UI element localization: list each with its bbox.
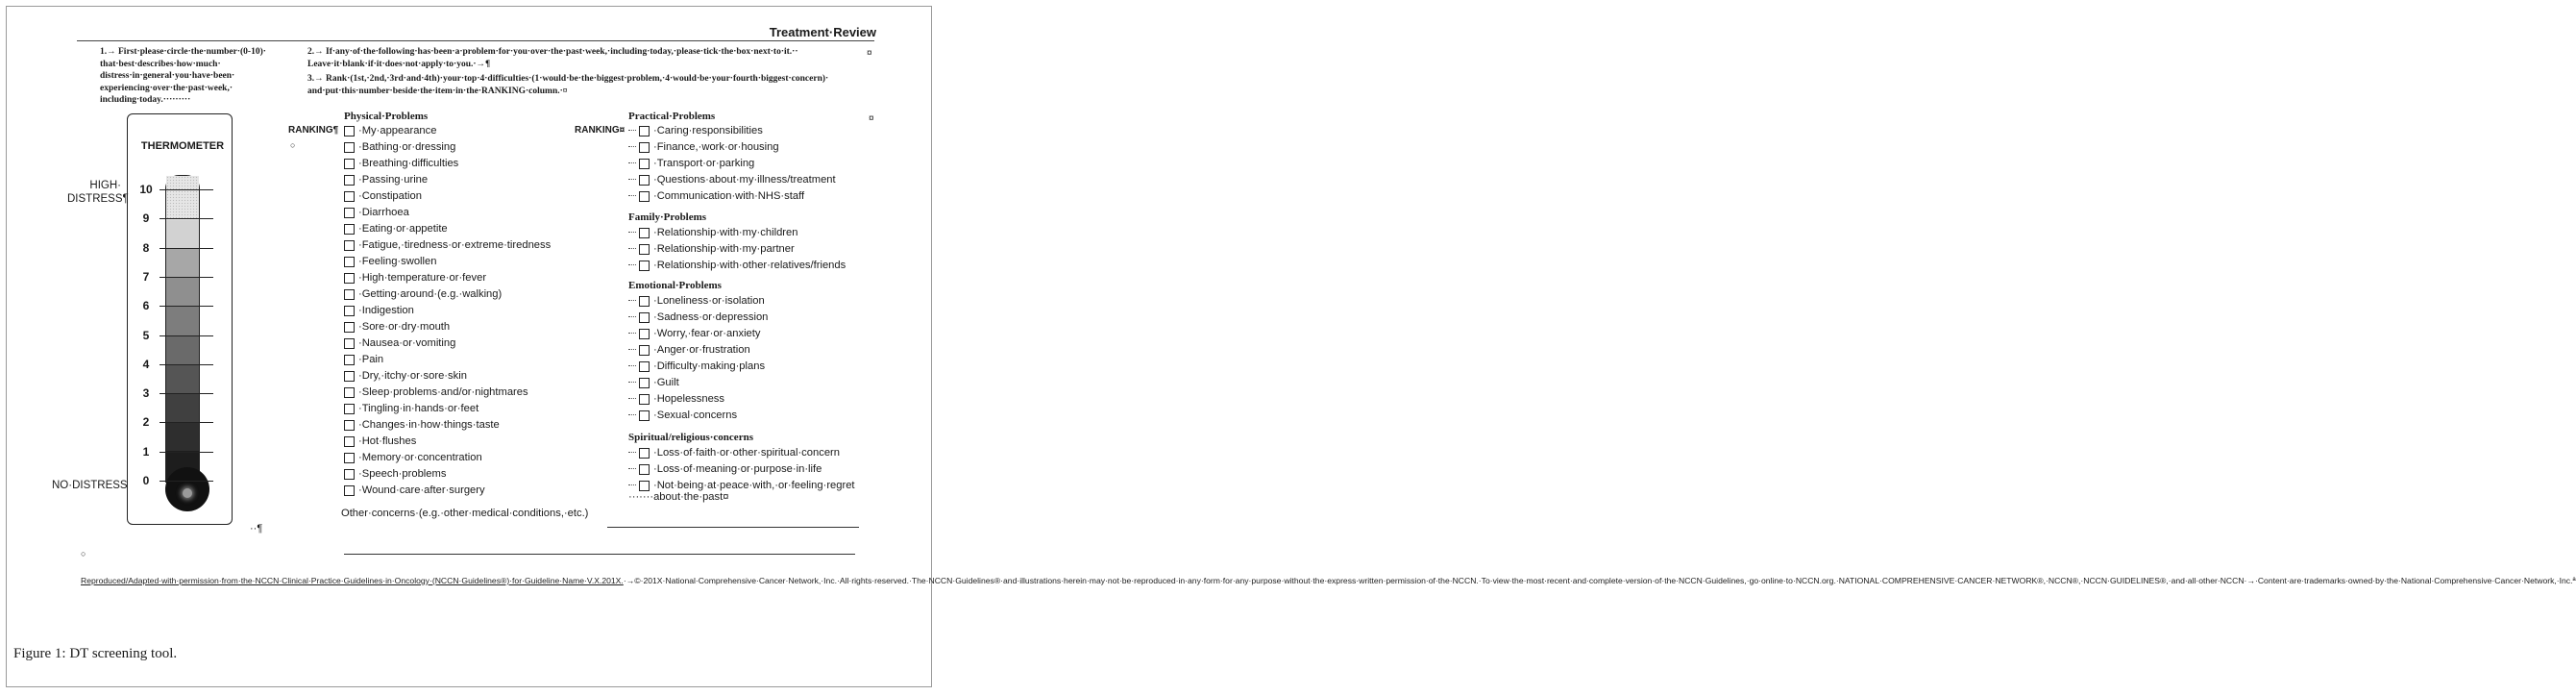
- problem-checkbox[interactable]: [639, 244, 650, 255]
- problem-label: ·Relationship·with·my·children: [653, 227, 798, 238]
- thermometer-scale-4[interactable]: 4: [142, 357, 150, 371]
- problem-checkbox[interactable]: [344, 371, 355, 382]
- problem-item: [344, 368, 551, 385]
- problem-checkbox[interactable]: [639, 191, 650, 202]
- thermometer-scale-0[interactable]: 0: [142, 474, 150, 487]
- problem-label: ·Wound·care·after·surgery: [358, 484, 485, 496]
- problem-label: ·Guilt: [653, 377, 679, 388]
- problem-item: [628, 375, 768, 391]
- thermometer-tick: [159, 422, 213, 423]
- problem-item: [344, 139, 551, 156]
- ranking-blank[interactable]: [628, 365, 636, 366]
- figure-caption-text: DT screening tool.: [65, 646, 178, 661]
- tube-segment-2: [166, 422, 199, 451]
- emotional-problems-list: [628, 293, 768, 424]
- ranking-blank[interactable]: [628, 162, 636, 163]
- problem-checkbox[interactable]: [344, 175, 355, 186]
- problem-checkbox[interactable]: [639, 126, 650, 137]
- problem-label: ·Changes·in·how·things·taste: [358, 419, 500, 431]
- ranking-blank[interactable]: [628, 130, 636, 131]
- problem-checkbox[interactable]: [639, 296, 650, 307]
- tube-segment-5: [166, 335, 199, 364]
- problem-checkbox[interactable]: [344, 273, 355, 284]
- thermometer-bulb-highlight: [183, 488, 192, 498]
- problem-checkbox[interactable]: [344, 240, 355, 251]
- problem-checkbox[interactable]: [344, 306, 355, 316]
- ranking-blank[interactable]: [628, 232, 636, 233]
- spiritual-concerns-heading: Spiritual/religious·concerns: [628, 432, 753, 443]
- ranking-blank[interactable]: [628, 300, 636, 301]
- problem-label: ·Sadness·or·depression: [653, 311, 769, 323]
- problem-checkbox[interactable]: [639, 142, 650, 153]
- problem-checkbox[interactable]: [344, 355, 355, 365]
- problem-label: ·Sleep·problems·and/or·nightmares: [358, 386, 528, 398]
- ranking-label-right: RANKING¤: [575, 125, 626, 136]
- ranking-blank[interactable]: [628, 316, 636, 317]
- problem-item: [344, 352, 551, 368]
- cell-mark-top: ¤: [867, 48, 872, 59]
- instruction-1: 1.→ First·please·circle·the·number·(0-10)· that·best·describes·how·much· distress·in·general·you·have·been· experiencing·over·the·past·week,· including·today.·········: [100, 47, 266, 105]
- ranking-blank[interactable]: [628, 398, 636, 399]
- problem-item: [344, 254, 551, 270]
- problem-item: [344, 123, 551, 139]
- ranking-cell-mark: ○: [290, 140, 296, 150]
- problem-item: [628, 293, 768, 310]
- problem-checkbox[interactable]: [639, 394, 650, 405]
- problem-label: ·Passing·urine: [358, 174, 429, 186]
- problem-item: [628, 445, 855, 461]
- problem-checkbox[interactable]: [344, 159, 355, 169]
- problem-item: [344, 401, 551, 417]
- problem-label: ·Hopelessness: [653, 393, 724, 405]
- problem-item: [344, 434, 551, 450]
- high-distress-label: HIGH· DISTRESS¶: [67, 180, 129, 205]
- thermometer-scale-3[interactable]: 3: [142, 386, 150, 401]
- thermometer-title: THERMOMETER: [140, 140, 225, 152]
- problem-label: ·Getting·around·(e.g.·walking): [358, 288, 503, 300]
- problem-item: [628, 139, 836, 156]
- thermometer-tick: [159, 393, 213, 394]
- problem-item: [344, 172, 551, 188]
- problem-checkbox[interactable]: [344, 338, 355, 349]
- problem-item: [628, 326, 768, 342]
- problem-item: [628, 188, 836, 205]
- ranking-blank[interactable]: [628, 382, 636, 383]
- problem-item: [628, 123, 836, 139]
- problem-checkbox[interactable]: [639, 378, 650, 388]
- spiritual-concerns-list: [628, 445, 855, 494]
- problem-item: [628, 342, 768, 359]
- problem-label: ·Nausea·or·vomiting: [358, 337, 456, 349]
- practical-problems-list: [628, 123, 836, 205]
- problem-item: [344, 237, 551, 254]
- problem-label: ·Worry,·fear·or·anxiety: [653, 328, 761, 339]
- instruction-2: 2.→ If·any·of·the·following·has·been·a·problem·for·you·over·the·past·week,·including·today,·please·tick·the·box·next·to·it.·· Leave·it·blank·if·it·does·not·apply·to·you.·→¶: [307, 47, 798, 69]
- ranking-blank[interactable]: [628, 179, 636, 180]
- problem-item: [628, 310, 768, 326]
- thermometer-tick: [159, 306, 213, 307]
- problem-label: ·Loss·of·meaning·or·purpose·in·life: [653, 463, 822, 475]
- copyright-footer: [81, 575, 2576, 588]
- problem-checkbox[interactable]: [639, 159, 650, 169]
- problem-checkbox[interactable]: [344, 257, 355, 267]
- problem-checkbox[interactable]: [344, 404, 355, 414]
- problem-label: ·Relationship·with·other·relatives/friends: [653, 260, 846, 271]
- thermometer-scale-7[interactable]: 7: [142, 269, 150, 284]
- form-title: Treatment·Review: [769, 25, 876, 39]
- thermometer-tick: [159, 335, 213, 336]
- problem-checkbox[interactable]: [639, 175, 650, 186]
- problem-label: ·Breathing·difficulties: [358, 158, 459, 169]
- problem-item: [344, 156, 551, 172]
- problem-item: [628, 461, 855, 478]
- cell-mark-practical: ¤: [869, 113, 874, 124]
- problem-label: ·Feeling·swollen: [358, 256, 437, 267]
- problem-label: ·Eating·or·appetite: [358, 223, 448, 235]
- problem-label: ·Bathing·or·dressing: [358, 141, 456, 153]
- problem-checkbox[interactable]: [639, 228, 650, 238]
- problem-item: [344, 270, 551, 286]
- thermometer-tick: [159, 189, 213, 190]
- problem-item: [628, 258, 846, 274]
- problem-item: [628, 391, 768, 408]
- problem-item: [344, 417, 551, 434]
- ranking-blank[interactable]: [628, 146, 636, 147]
- problem-checkbox[interactable]: [639, 361, 650, 372]
- tube-segment-6: [166, 307, 199, 335]
- problem-checkbox[interactable]: [639, 481, 650, 491]
- problem-item: [628, 408, 768, 424]
- thermometer-scale-9[interactable]: 9: [142, 211, 150, 226]
- problem-label: ·Sexual·concerns: [653, 410, 738, 421]
- problem-checkbox[interactable]: [344, 126, 355, 137]
- problem-checkbox[interactable]: [344, 224, 355, 235]
- ranking-blank[interactable]: [628, 468, 636, 469]
- problem-item: [344, 466, 551, 483]
- other-concerns-line[interactable]: [607, 527, 859, 528]
- family-problems-heading: Family·Problems: [628, 211, 707, 223]
- problem-item: [344, 205, 551, 221]
- problem-item: [344, 188, 551, 205]
- problem-item: [628, 172, 836, 188]
- problem-label: ·Not·being·at·peace·with,·or·feeling·regret: [653, 480, 855, 491]
- ranking-blank[interactable]: [628, 333, 636, 334]
- thermometer-tick: [159, 364, 213, 365]
- problem-item: [628, 241, 846, 258]
- ranking-label-left: RANKING¶: [288, 125, 339, 136]
- thermometer-tick: [159, 218, 213, 219]
- problem-item: [344, 483, 551, 499]
- problem-checkbox[interactable]: [639, 448, 650, 459]
- practical-problems-heading: Practical·Problems: [628, 111, 716, 122]
- problem-label: ·My·appearance: [358, 125, 437, 137]
- problem-checkbox[interactable]: [639, 261, 650, 271]
- problem-label: ·Questions·about·my·illness/treatment: [653, 174, 836, 186]
- problem-label: ·Diarrhoea: [358, 207, 409, 218]
- problem-checkbox[interactable]: [639, 329, 650, 339]
- problem-item: [344, 221, 551, 237]
- problem-checkbox[interactable]: [639, 345, 650, 356]
- problem-label: ·Difficulty·making·plans: [653, 360, 766, 372]
- tube-segment-9: [166, 220, 199, 249]
- problem-checkbox[interactable]: [344, 469, 355, 480]
- problem-item: [628, 225, 846, 241]
- physical-problems-heading: Physical·Problems: [344, 111, 429, 122]
- problem-label: ·Speech·problems: [358, 468, 447, 480]
- no-distress-label: NO·DISTRESS: [52, 480, 128, 491]
- other-concerns-line-2[interactable]: [344, 554, 855, 555]
- problem-label: ·Relationship·with·my·partner: [653, 243, 795, 255]
- tube-segment-8: [166, 249, 199, 278]
- footer-attribution: Reproduced/Adapted·with·permission·from·the·NCCN·Clinical·Practice·Guidelines·in·Oncology·(NCCN·Guidelines®)·for·Guideline·Name·V.X.201X.: [81, 576, 624, 585]
- problem-checkbox[interactable]: [344, 142, 355, 153]
- problem-checkbox[interactable]: [344, 485, 355, 496]
- figure-caption: [13, 646, 177, 662]
- problem-checkbox[interactable]: [639, 410, 650, 421]
- problem-label: ·Sore·or·dry·mouth: [358, 321, 451, 333]
- problem-item: [344, 286, 551, 303]
- problem-checkbox[interactable]: [344, 191, 355, 202]
- problem-label: ·Pain: [358, 354, 384, 365]
- problem-checkbox[interactable]: [344, 436, 355, 447]
- other-concerns-label: Other·concerns·(e.g.·other·medical·conditions,·etc.): [341, 508, 589, 519]
- problem-checkbox[interactable]: [344, 453, 355, 463]
- problem-label: ·Caring·responsibilities: [653, 125, 763, 137]
- thermometer-tick: [159, 248, 213, 249]
- problem-label: ·Dry,·itchy·or·sore·skin: [358, 370, 467, 382]
- problem-label: ·Loss·of·faith·or·other·spiritual·concern: [653, 447, 840, 459]
- thermometer-tube: [165, 175, 200, 483]
- problem-item: [344, 335, 551, 352]
- ranking-blank[interactable]: [628, 264, 636, 265]
- ranking-blank[interactable]: [628, 248, 636, 249]
- problem-label: ·Anger·or·frustration: [653, 344, 750, 356]
- thermometer-scale-5[interactable]: 5: [142, 328, 150, 342]
- tube-segment-3: [166, 393, 199, 422]
- thermometer-scale-6[interactable]: 6: [142, 299, 150, 313]
- problem-label: ·Communication·with·NHS·staff: [653, 190, 805, 202]
- problem-label: ·Transport·or·parking: [653, 158, 755, 169]
- ranking-blank[interactable]: [628, 349, 636, 350]
- problem-checkbox[interactable]: [344, 387, 355, 398]
- problem-label: ·Hot·flushes: [358, 435, 417, 447]
- thermometer-scale-1[interactable]: 1: [142, 444, 150, 459]
- thermometer-scale-8[interactable]: 8: [142, 240, 150, 255]
- emotional-problems-heading: Emotional·Problems: [628, 280, 722, 291]
- problem-item: [344, 319, 551, 335]
- problem-item: [628, 156, 836, 172]
- tube-segment-4: [166, 364, 199, 393]
- tube-segment-10: [166, 176, 199, 220]
- family-problems-list: [628, 225, 846, 274]
- ranking-blank[interactable]: [628, 452, 636, 453]
- problem-item: [344, 385, 551, 401]
- problem-checkbox[interactable]: [344, 289, 355, 300]
- ranking-blank[interactable]: [628, 195, 636, 196]
- problem-checkbox[interactable]: [344, 420, 355, 431]
- problem-checkbox[interactable]: [344, 208, 355, 218]
- thermometer-tick: [159, 277, 213, 278]
- spiritual-item-continuation: ·······about·the·past¤: [628, 491, 729, 503]
- thermometer-scale-10[interactable]: 10: [139, 183, 153, 196]
- empty-paragraph-mark: ○: [81, 549, 86, 558]
- instruction-3: 3.→ Rank·(1st,·2nd,·3rd·and·4th)·your·top·4·difficulties·(1·would·be·the·biggest·problem,·4·would·be·your·fourth·biggest·concern)· and·put·this·number·beside·the·item·in·the·RANKING·column.·¤: [307, 74, 829, 96]
- problem-label: ·Indigestion: [358, 305, 414, 316]
- problem-label: ·Memory·or·concentration: [358, 452, 482, 463]
- ranking-blank[interactable]: [628, 484, 636, 485]
- problem-item: [344, 450, 551, 466]
- tube-segment-7: [166, 278, 199, 307]
- problem-item: [628, 359, 768, 375]
- problem-label: ·Loneliness·or·isolation: [653, 295, 765, 307]
- thermometer-tick: [159, 481, 213, 482]
- problem-label: ·High·temperature·or·fever: [358, 272, 487, 284]
- problem-checkbox[interactable]: [639, 464, 650, 475]
- header-rule: [77, 40, 874, 41]
- physical-problems-list: [344, 123, 551, 499]
- thermometer-scale-2[interactable]: 2: [142, 415, 150, 430]
- para-mark: ··¶: [250, 523, 263, 534]
- problem-label: ·Finance,·work·or·housing: [653, 141, 779, 153]
- problem-label: ·Constipation: [358, 190, 422, 202]
- thermometer-tick: [159, 452, 213, 453]
- ranking-blank[interactable]: [628, 414, 636, 415]
- figure-caption-label: Figure 1:: [13, 646, 66, 661]
- problem-checkbox[interactable]: [639, 312, 650, 323]
- problem-label: ·Tingling·in·hands·or·feet: [358, 403, 479, 414]
- problem-checkbox[interactable]: [344, 322, 355, 333]
- footer-text: ·→©·201X·National·Comprehensive·Cancer·Network,·Inc.·All·rights·reserved.·The·NCCN·Guidelines®·and·illustrations·herein·may·not·be·reproduced·in·any·form·for·any·purpose·without·the·express·written·permission·of·the·NCCN.·To·view·the·most·recent·and·complete·version·of·the·NCCN·Guidelines,·go·online·to·NCCN.org.·NATIONAL·COMPREHENSIVE·CANCER·NETWORK®,·NCCN®,·NCCN·GUIDELINES®,·and·all·other·NCCN·→·Content·are·trademarks·owned·by·the·National·Comprehensive·Cancer·Network,·Inc.ª: [623, 576, 2576, 585]
- problem-item: [344, 303, 551, 319]
- problem-label: ·Fatigue,·tiredness·or·extreme·tiredness: [358, 239, 552, 251]
